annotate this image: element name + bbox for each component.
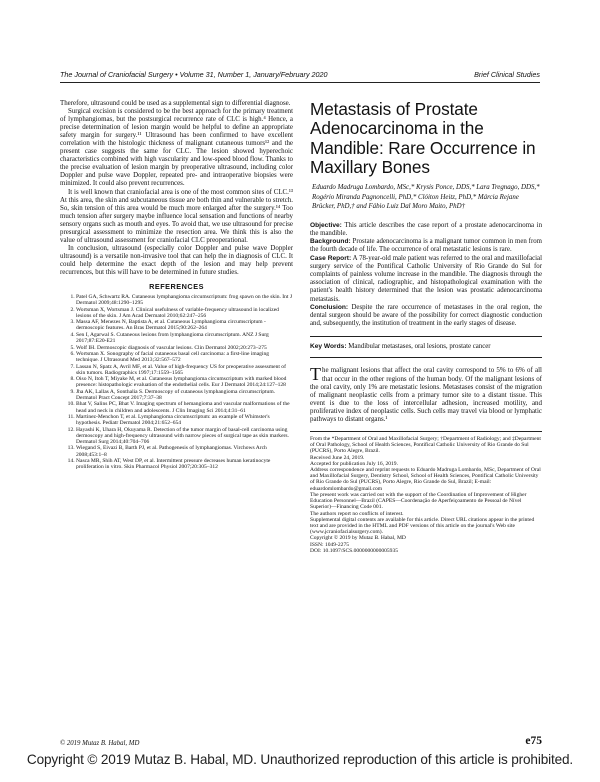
abstract-text: Prostate adenocarcinoma is a malignant tumor common in men from the fourth decade of life. The occurrence of oral metastatic lesions is rare.: [310, 238, 542, 254]
divider: [310, 357, 542, 358]
footnote: Supplemental digital contents are available for this article. Direct URL citations appear in the printed text and are provided in the HTML and PDF versions of this article on the journal's Web site (www.jcraniofacialsurgery.com).: [310, 516, 535, 536]
drop-cap: T: [310, 364, 321, 385]
body-paragraph: In conclusion, ultrasound (especially color Doppler and pulse wave Doppler ultrasound) is a versatile non-invasive tool that can help the in diagnosis of CLC. It could help determine the exact depth of the lesion and may help prevent recurrences, but this will have to be determined in future studies.: [60, 244, 293, 276]
footnote: DOI: 10.1097/SCS.0000000000005935: [310, 547, 398, 554]
article-title: Metastasis of Prostate Adenocarcinoma in the Mandible: Rare Occurrence in Maxillary Bones: [310, 99, 536, 177]
footnote: From the *Department of Oral and Maxillofacial Surgery; †Department of Radiology; and ‡Department of Oral Pathology, School of Health Sciences, Pontifical Catholic University of Rio Grande do Sul (PUCRS), Porto Alegre, Brazil.: [310, 436, 541, 455]
abstract-objective: [310, 222, 542, 238]
left-column: [60, 100, 293, 471]
keywords-label: Key Words:: [310, 343, 347, 351]
reference-item: 14. Nasca MR, Shih AT, West DP, et al. Intermittent pressure decreases human keratinocyte proliferation in vitro. Skin Pharmacol Physiol 2007;20:305–312: [76, 458, 293, 470]
right-column: [310, 100, 542, 554]
reference-item: 9. Jha AK, Lallas A, Sonthalia S. Dermoscopy of cutaneous lymphangioma circumscriptum. Dermatol Pract Concept 2017;7:37–38: [76, 389, 293, 401]
running-header: [60, 70, 540, 83]
reference-item: 5. Wolf IH. Dermoscopic diagnosis of vascular lesions. Clin Dermatol 2002;20:273–275: [76, 345, 293, 351]
article-footnotes: [310, 431, 542, 554]
references-heading: REFERENCES: [149, 282, 204, 292]
footer-copyright: © 2019 Mutaz B. Habal, MD: [60, 740, 140, 747]
reference-item: 10. Bhat V, Salins PC, Bhat V. Imaging spectrum of hemangioma and vascular malformations of the head and neck in children and adolescents. J Clin Imaging Sci 2014;4:31–61: [76, 401, 293, 413]
abstract-conclusion: [310, 304, 542, 328]
references-list: [60, 294, 293, 470]
copyright-banner: Copyright © 2019 Mutaz B. Habal, MD. Unauthorized reproduction of this article is prohibited.: [26, 752, 574, 767]
footnote: ISSN: 1049-2275: [310, 541, 349, 548]
footnote: Accepted for publication July 16, 2019.: [310, 460, 398, 467]
reference-item: 4. Sen I, Agarwal S. Cutaneous lesions from lymphangioma circumscriptum. ANZ J Surg 2017;87:E20-E21: [76, 332, 293, 344]
keywords-text: Mandibular metastases, oral lesions, prostate cancer: [346, 343, 491, 351]
journal-name: The Journal of Craniofacial Surgery: [60, 70, 174, 79]
journal-issue: [60, 70, 328, 79]
introduction: [310, 366, 542, 423]
abstract-label: Case Report:: [310, 255, 352, 263]
reference-item: 2. Wortsman X, Wortsman J. Clinical usefulness of variable-frequency ultrasound in localized lesions of the skin. J Am Acad Dermatol 2010;62:247–256: [76, 307, 293, 319]
reference-item: 3. Massa AF, Menezes N, Baptista A, et al. Cutaneous Lymphangioma circumscriptum - dermoscopic features. An Bras Dermatol 2015;90:262–264: [76, 319, 293, 331]
body-paragraph: Surgical excision is considered to be the best approach for the primary treatment of lymphangiomas, but the postsurgical recurrence rate of CLC is high.⁴ Hence, a precise determination of lesion margin would be helpful to define an appropriate safety margin for surgery.¹¹ Ultrasound has been confirmed to have excellent correlation with the histologic thickness of malignant cutaneous tumors¹² and the present case suggests the same for CLC. The lesion showed hyperechoic characteristics combined with high vascularity and low-speed blood flow. Thanks to the precise evaluation of lesion margin by preoperative ultrasound, including color Doppler and pulse wave Doppler, repeated pre- and intraoperative biopsies were minimized. It could also prevent recurrences.: [60, 108, 293, 188]
reference-item: 1. Patel GA, Schwartz RA. Cutaneous lymphangioma circumscriptum: frog spawn on the skin. Int J Dermatol 2009;48:1290–1295: [76, 294, 293, 306]
author-list: Eduardo Madruga Lombardo, MSc,* Krysis Ponce, DDS,* Lara Tregnago, DDS,* Rogério Miranda Pagnoncelli, PhD,* Clóiton Heitz, PhD,* Márcia Rejane Brücker, PhD,† and Fábio Luiz Dal Moro Maito, PhD†: [312, 184, 540, 211]
reference-item: 8. Oiso N, Itoh T, Miyake M, et al. Cutaneous lymphangioma circumscriptum with marked blood presence: histopathologic evaluation of the endothelial cells. Eur J Dermatol 2014;24:127–128: [76, 376, 293, 388]
footnote: Received June 24, 2019.: [310, 454, 365, 461]
abstract: [310, 222, 542, 329]
reference-item: 12. Hayashi K, Uhara H, Okuyama R. Detection of the tumor margin of basal-cell carcinoma using dermoscopy and high-frequency ultrasound with narrow pieces of surgical tape as skin markers. Dermatol Surg 2014;40:704–706: [76, 427, 293, 445]
abstract-label: Conclusion:: [310, 304, 349, 312]
footnote: Address correspondence and reprint requests to Eduardo Madruga Lombardo, MSc, Department of Oral and Maxillofacial Surgery, Dentistry School, School of Health Sciences, Pontifical Catholic University of Rio Grande do Sul (PUCRS), Porto Alegre, Rio Grande do Sul, Brazil; E-mail: eduardomlombardo@gmail.com: [310, 467, 541, 492]
reference-item: 13. Wiegand S, Eivazi B, Barth PJ, et al. Pathogenesis of lymphangiomas. Virchows Arch 2008;453:1–8: [76, 445, 293, 457]
page-number: e75: [525, 735, 542, 747]
abstract-label: Background:: [310, 238, 351, 246]
footnote: The authors report no conflicts of interest.: [310, 510, 404, 517]
keywords: [310, 343, 542, 351]
abstract-label: Objective:: [310, 221, 342, 229]
body-paragraph: Therefore, ultrasound could be used as a supplemental sign to differential diagnose.: [60, 100, 291, 107]
abstract-text: This article describes the case report of a prostate adenocarcinoma in the mandible.: [310, 221, 542, 237]
abstract-text: Despite the rare occurrence of metastases in the oral region, the dental surgeon should be aware of the possibility for correct diagnostic conduction and, subsequently, the institution of treatment in the early stages of disease.: [310, 304, 542, 328]
abstract-background: [310, 238, 542, 254]
divider: [310, 336, 542, 337]
footnote: The present work was carried out with the support of the Coordination of Improvement of Higher Education Personnel—Brazil (CAPES—Coordenação de Aperfeiçoamento de Pessoal de Nível Superior)—Financing Code 001.: [310, 491, 527, 511]
issue-info: • Volume 31, Number 1, January/February 2020: [175, 70, 328, 79]
section-name: Brief Clinical Studies: [474, 70, 540, 79]
intro-text: he malignant lesions that affect the oral cavity correspond to 5% to 6% of all that occur in the other regions of the human body. Of the malignant lesions of the oral cavity, only 1% are metastatic lesions. Metastases consist of the migration of malignant neoplastic cells from a primary tumor site to a distant tissue. This event is due to the loss of intercellular adhesion, increased motility, and proliferative index of neoplastic cells. Such cells may travel via blood or lymphatic pathways to distant organs.¹: [310, 366, 542, 423]
reference-item: 6. Wortsman X. Sonography of facial cutaneous basal cell carcinoma: a first-line imaging technique. J Ultrasound Med 2013;32:567–572: [76, 351, 293, 363]
body-paragraph: It is well known that craniofacial area is one of the most common sites of CLC.¹³ At this area, the skin and subcutaneous tissue are both thin and vulnerable to stretch. So, skin tension of this area would be much more enlarged after the surgery.¹⁴ Too much tension after surgery maybe influence local sensation and functions of nearby sensory organs such as mouth and eyes. To avoid that, we use ultrasound for precise presurgical assessment to minimize the resection area. We think this is also the value of ultrasound assessment for craniofacial CLC preoperational.: [60, 188, 293, 244]
intro-paragraph: [310, 366, 542, 423]
footnote: Copyright © 2019 by Mutaz B. Habal, MD: [310, 535, 406, 542]
abstract-case-report: [310, 255, 542, 304]
reference-item: 11. Martinez-Menchon T, et al. Lymphangioma circumscriptum: an example of Whimster's hypothesis. Pediatr Dermatol 2004;21:652–654: [76, 414, 293, 426]
reference-item: 7. Lassau N, Spatz A, Avril MF, et al. Value of high-frequency US for preoperative assessment of skin tumors. Radiographics 1997;17:1559–1565: [76, 364, 293, 376]
abstract-text: A 78-year-old male patient was referred to the oral and maxillofacial surgery service of the Pontifical Catholic University of Rio Grande do Sul for complaints of painless volume increase in the mandible. The diagnosis through the association of clinical, radiographic, and histopathological examination with the patient's health history determined that the lesion was prostatic adenocarcinoma metastasis.: [310, 255, 542, 303]
